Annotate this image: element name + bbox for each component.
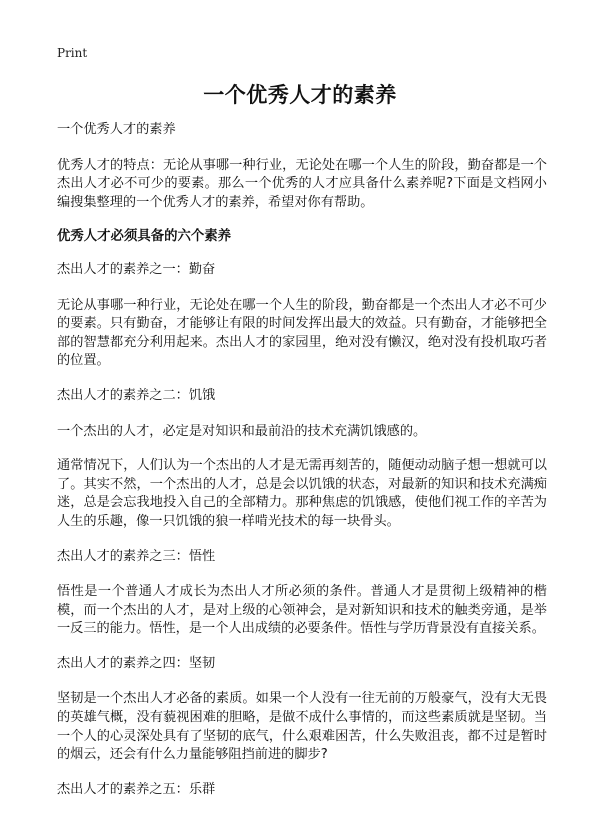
section-heading: 优秀人才必须具备的六个素养 [57, 229, 232, 245]
section-1-heading: 杰出人才的素养之一：勤奋 [57, 261, 216, 277]
section-3-paragraph: 悟性是一个普通人才成长为杰出人才所必须的条件。普通人才是贯彻上级精神的楷模，而一个杰出的人才，是对上级的心领神会，是对新知识和技术的触类旁通，是举一反三的能力。悟性，是一个人出成绩的必要条件。悟性与学历背景没有直接关系。 [57, 584, 547, 637]
section-4-paragraph: 坚韧是一个杰出人才必备的素质。如果一个人没有一往无前的万般豪气，没有大无畏的英雄气概，没有藐视困难的胆略，是做不成什么事情的，而这些素质就是坚韧。当一个人的心灵深处具有了坚韧的底气，什么艰难困苦，什么失败沮丧，都不过是暂时的烟云，还会有什么力量能够阻挡前进的脚步? [57, 691, 547, 763]
section-2-paragraph-2: 通常情况下，人们认为一个杰出的人才是无需再刻苦的，随便动动脑子想一想就可以了。其实不然，一个杰出的人才，总是会以饥饿的状态，对最新的知识和技术充满痴迷，总是会忘我地投入自己的全部精力。那种焦虑的饥饿感，使他们视工作的辛苦为人生的乐趣，像一只饥饿的狼一样啃光技术的每一块骨头。 [57, 458, 547, 529]
section-4-heading: 杰出人才的素养之四：坚韧 [57, 655, 216, 671]
print-link[interactable]: Print [57, 46, 88, 60]
section-2-heading: 杰出人才的素养之二：饥饿 [57, 387, 216, 403]
article-body [57, 121, 547, 816]
article-subtitle: 一个优秀人才的素养 [57, 122, 176, 137]
section-1-paragraph: 无论从事哪一种行业，无论处在哪一个人生的阶段，勤奋都是一个杰出人才必不可少的要素。只有勤奋，才能够让有限的时间发挥出最大的效益。只有勤奋，才能够把全部的智慧都充分利用起来。杰出人才的家园里，绝对没有懒汉，绝对没有投机取巧者的位置。 [57, 297, 547, 369]
page-title: 一个优秀人才的素养 [203, 83, 397, 107]
section-2-paragraph-1: 一个杰出的人才，必定是对知识和最前沿的技术充满饥饿感的。 [57, 423, 427, 439]
section-3-heading: 杰出人才的素养之三：悟性 [57, 548, 216, 564]
section-5-heading: 杰出人才的素养之五：乐群 [57, 781, 216, 797]
intro-paragraph: 优秀人才的特点：无论从事哪一种行业，无论处在哪一个人生的阶段，勤奋都是一个杰出人才必不可少的要素。那么一个优秀的人才应具备什么素养呢?下面是文档网小编搜集整理的一个优秀人才的素养，希望对你有帮助。 [57, 157, 547, 210]
